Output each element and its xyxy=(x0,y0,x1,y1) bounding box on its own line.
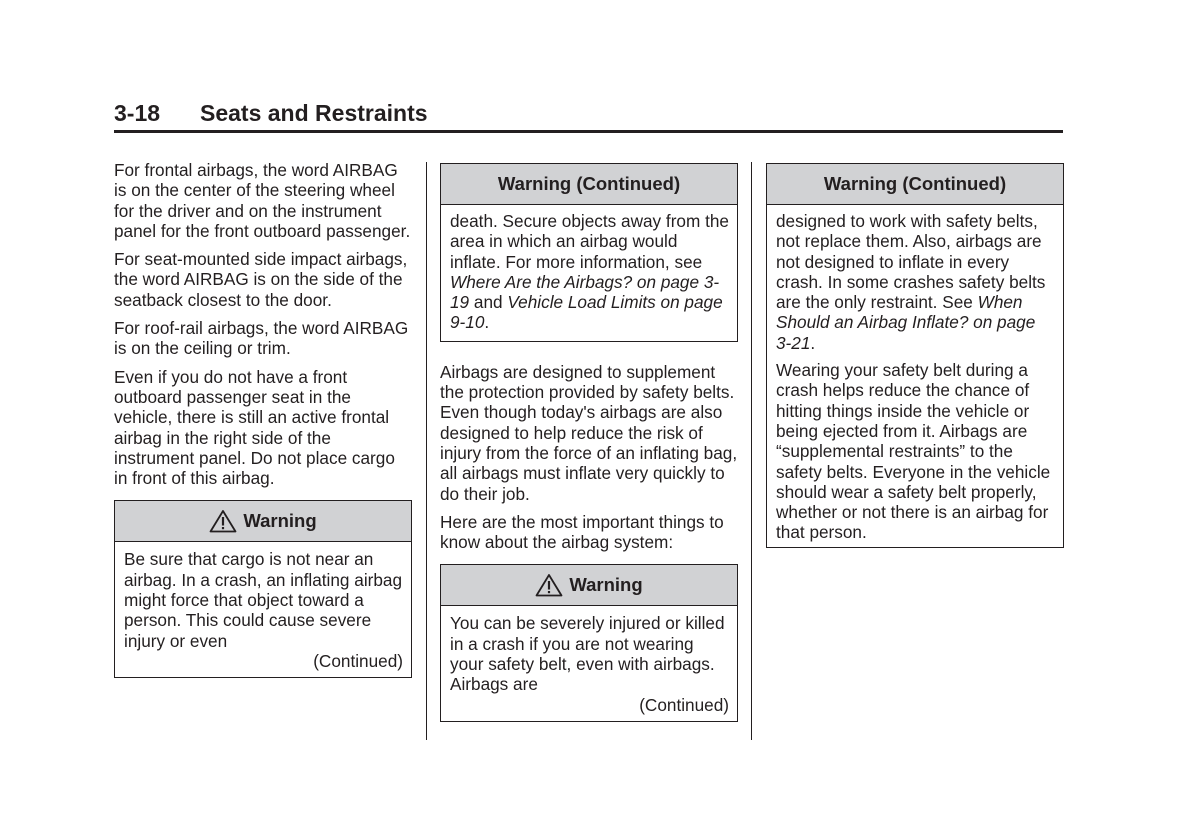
warning-text: You can be severely injured or killed in a crash if you are not wearing your safety belt, even with airbags. Airbags are xyxy=(450,613,725,695)
paragraph: Airbags are designed to supplement the protection provided by safety belts. Even though today's airbags are also designed to help reduce the risk of injury from the force of an inflating bag, all airbags must inflate very quickly to do their job. xyxy=(440,361,738,504)
paragraph: Even if you do not have a front outboard passenger seat in the vehicle, there is still an active frontal airbag in the right side of the instrument panel. Do not place cargo in front of this airbag. xyxy=(114,366,395,489)
text-run: . xyxy=(810,332,816,353)
text-run: . xyxy=(484,312,490,333)
paragraph: Here are the most important things to know about the airbag system: xyxy=(440,511,724,553)
warning-triangle-icon xyxy=(535,573,563,597)
text-run: and xyxy=(469,292,508,313)
continued-label: (Continued) xyxy=(639,694,729,715)
column-middle xyxy=(440,163,738,722)
warning-box xyxy=(440,564,738,721)
paragraph: For seat-mounted side impact airbags, the word AIRBAG is on the side of the seatback closest to the door. xyxy=(114,249,408,310)
paragraph: For frontal airbags, the word AIRBAG is on the center of the steering wheel for the driver and on the instrument panel for the front outboard passenger. xyxy=(114,160,411,241)
warning-text xyxy=(776,211,1055,353)
warning-body xyxy=(767,205,1063,547)
column-left xyxy=(114,160,412,678)
text-run: death. Secure objects away from the area in which an airbag would inflate. For more information, see xyxy=(450,211,729,272)
column-divider xyxy=(751,162,752,740)
warning-header: Warning (Continued) xyxy=(441,164,737,205)
cross-reference-link[interactable]: Vehicle Load Limits on page 9-10 xyxy=(450,292,723,333)
warning-header xyxy=(441,565,737,606)
warning-body xyxy=(441,606,737,720)
column-right xyxy=(766,163,1064,548)
warning-triangle-icon xyxy=(209,509,237,533)
section-title: Seats and Restraints xyxy=(200,100,428,126)
page-header xyxy=(114,100,1063,133)
paragraph: Wearing your safety belt during a crash helps reduce the chance of hitting things inside the vehicle or being ejected from it. Airbags are “supplemental restraints” to the safety belts. Everyone in the vehicle should wear a safety belt properly, whether or not there is an airbag for that person. xyxy=(776,360,1051,543)
warning-header xyxy=(115,501,411,542)
page-number: 3-18 xyxy=(114,100,161,126)
text-run: designed to work with safety belts, not replace them. Also, airbags are not designed to inflate in every crash. In some crashes safety belts are the only restraint. See xyxy=(776,211,1046,313)
paragraph: For roof-rail airbags, the word AIRBAG is on the ceiling or trim. xyxy=(114,318,409,359)
warning-text: Be sure that cargo is not near an airbag. In a crash, an inflating airbag might force that object toward a person. This could cause severe injury or even xyxy=(124,549,403,651)
warning-body xyxy=(441,205,737,341)
cross-reference-link[interactable]: Where Are the Airbags? on page 3-19 xyxy=(450,271,720,313)
warning-continued-box xyxy=(766,163,1064,548)
warning-header: Warning (Continued) xyxy=(767,164,1063,205)
column-divider xyxy=(426,162,427,740)
warning-box xyxy=(114,500,412,678)
continued-label: (Continued) xyxy=(313,650,403,671)
warning-text xyxy=(450,211,729,333)
warning-body xyxy=(115,542,411,677)
warning-title: Warning xyxy=(243,510,317,532)
warning-continued-box xyxy=(440,163,738,342)
warning-title: Warning xyxy=(569,574,643,596)
cross-reference-link[interactable]: When Should an Airbag Inflate? on page 3-21 xyxy=(776,292,1036,353)
